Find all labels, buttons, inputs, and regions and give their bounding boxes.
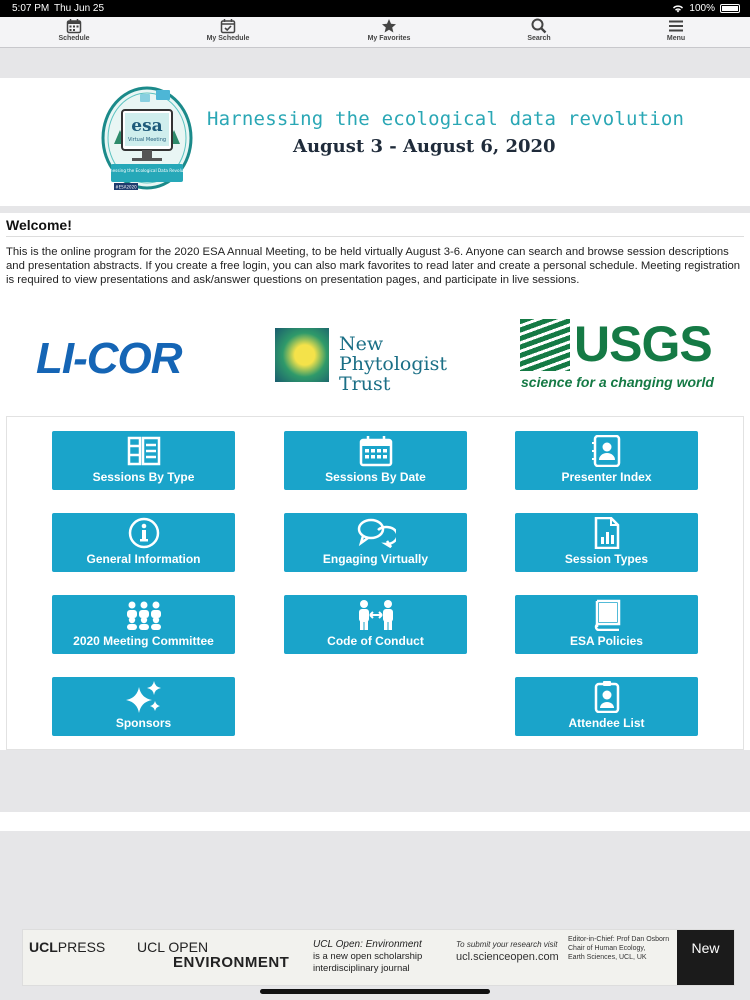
- tile-sessions-by-date[interactable]: [284, 431, 467, 490]
- tile-sessions-by-type[interactable]: [52, 431, 235, 490]
- ad-editor-line2: Chair of Human Ecology,: [568, 945, 646, 952]
- status-bar: [0, 0, 750, 17]
- esa-logo-subtitle: Virtual Meeting: [127, 137, 167, 143]
- welcome-divider: [6, 236, 744, 237]
- battery-percent: 100%: [689, 3, 715, 14]
- tile-code-of-conduct[interactable]: [284, 595, 467, 654]
- contact-book-icon: [589, 435, 625, 467]
- journal-line2: ENVIRONMENT: [173, 954, 290, 971]
- handshake-icon: [356, 599, 396, 631]
- licor-logo-text: LI-COR: [36, 334, 182, 379]
- footer-spacer: [0, 750, 750, 812]
- ad-description: [313, 939, 422, 975]
- ad-desc-line1: is a new open scholarship: [313, 951, 423, 962]
- nav-my-favorites-label: My Favorites: [367, 35, 411, 42]
- nav-search[interactable]: [489, 18, 589, 42]
- hamburger-icon: [668, 18, 684, 34]
- npt-line1: New Phytologist: [339, 333, 447, 375]
- tile-session-types[interactable]: [515, 513, 698, 572]
- battery-icon: [720, 4, 740, 13]
- nav-schedule[interactable]: [24, 18, 124, 42]
- top-nav-bar: [0, 17, 750, 48]
- tile-label: Attendee List: [568, 716, 645, 730]
- star-icon: [381, 18, 397, 34]
- ad-submit-label: To submit your research visit: [456, 940, 558, 949]
- tile-attendee-list[interactable]: [515, 677, 698, 736]
- ad-submit-url[interactable]: ucl.scienceopen.com: [456, 951, 559, 963]
- ucl-press-advertisement[interactable]: [22, 929, 735, 986]
- journal-line1: UCL OPEN: [137, 939, 209, 955]
- banner-dates: August 3 - August 6, 2020: [293, 136, 556, 157]
- ad-desc-line2: interdisciplinary journal: [313, 963, 410, 974]
- npt-logo-text: [339, 334, 475, 394]
- nav-my-schedule-label: My Schedule: [206, 35, 250, 42]
- npt-sun-mark: [275, 328, 329, 382]
- calendar-grid-icon: [358, 435, 394, 467]
- usgs-wave-mark: [520, 319, 570, 371]
- menu-tile-grid: [6, 416, 744, 750]
- usgs-logo-text: USGS: [574, 316, 712, 372]
- welcome-title: Welcome!: [6, 217, 72, 233]
- nav-my-schedule[interactable]: [178, 18, 278, 42]
- ucl-press-bold: UCL: [29, 939, 58, 955]
- tile-label: Sessions By Type: [92, 470, 195, 484]
- tile-label: Sessions By Date: [325, 470, 426, 484]
- ucl-open-environment-title: [137, 939, 289, 971]
- esa-logo-ribbon: Harnessing the Ecological Data Revolution: [102, 168, 192, 173]
- tile-label: Presenter Index: [561, 470, 652, 484]
- chat-bubbles-icon: [356, 517, 396, 549]
- banner-title: Harnessing the ecological data revolution: [207, 108, 685, 130]
- tile-label: Engaging Virtually: [322, 552, 429, 566]
- tile-presenter-index[interactable]: [515, 431, 698, 490]
- tile-label: ESA Policies: [570, 634, 643, 648]
- home-indicator[interactable]: [260, 989, 490, 994]
- search-icon: [531, 18, 547, 34]
- esa-logo-tag: #ESA2020: [115, 184, 137, 190]
- tile-2020-meeting-committee[interactable]: [52, 595, 235, 654]
- tile-label: Code of Conduct: [327, 634, 424, 648]
- sparkle-icon: [124, 681, 164, 713]
- tile-general-information[interactable]: [52, 513, 235, 572]
- ad-editor-info: [568, 935, 669, 962]
- tile-label: Session Types: [564, 552, 649, 566]
- npt-line2: Trust: [339, 373, 391, 395]
- licor-logo[interactable]: [34, 333, 214, 379]
- nav-my-favorites[interactable]: [339, 18, 439, 42]
- wifi-icon: [672, 4, 684, 13]
- committee-icon: [124, 599, 164, 631]
- main-content: [0, 213, 750, 750]
- nav-search-label: Search: [527, 35, 551, 42]
- esa-logo-abbr: esa: [131, 116, 163, 136]
- badge-icon: [589, 681, 625, 713]
- tile-label: Sponsors: [115, 716, 172, 730]
- meeting-banner: [0, 78, 750, 206]
- tile-engaging-virtually[interactable]: [284, 513, 467, 572]
- tile-esa-policies[interactable]: [515, 595, 698, 654]
- book-icon: [589, 599, 625, 631]
- info-icon: [126, 517, 162, 549]
- ucl-press-logo: [29, 939, 105, 955]
- usgs-logo[interactable]: [520, 316, 716, 391]
- ucl-press-suffix: PRESS: [57, 939, 106, 955]
- status-indicators: [672, 3, 740, 14]
- status-time: 5:07 PM: [12, 3, 50, 14]
- tile-label: 2020 Meeting Committee: [73, 634, 214, 648]
- nav-menu-label: Menu: [666, 35, 686, 42]
- footer-divider: [0, 812, 750, 831]
- list-columns-icon: [126, 435, 162, 467]
- nav-schedule-label: Schedule: [58, 35, 90, 42]
- new-phytologist-trust-logo[interactable]: [275, 326, 475, 395]
- calendar-check-icon: [220, 18, 236, 34]
- tile-sponsors[interactable]: [52, 677, 235, 736]
- ad-desc-title: UCL Open: Environment: [313, 939, 422, 950]
- ad-editor-line1: Editor-in-Chief: Prof Dan Osborn: [568, 936, 670, 943]
- ad-new-badge: New: [677, 930, 734, 986]
- welcome-text: This is the online program for the 2020 ESA Annual Meeting, to be held virtually August 3-6. Anyone can search and browse session descriptions and presentation abstracts. If you create a free login, you can also mark favorites to read later and create a personal schedule. Meeting registration is required to view presentations and ask/answer questions on presentation pages, and participate in live sessions.: [6, 246, 741, 286]
- usgs-tagline: science for a changing world: [521, 374, 714, 390]
- ad-submit-info: [456, 940, 559, 963]
- esa-virtual-meeting-logo: [100, 86, 194, 198]
- ad-editor-line3: Earth Sciences, UCL, UK: [568, 954, 647, 961]
- tile-label: General Information: [86, 552, 201, 566]
- calendar-icon: [66, 18, 82, 34]
- nav-menu[interactable]: [626, 18, 726, 42]
- status-date: Thu Jun 25: [54, 3, 105, 14]
- document-chart-icon: [589, 517, 625, 549]
